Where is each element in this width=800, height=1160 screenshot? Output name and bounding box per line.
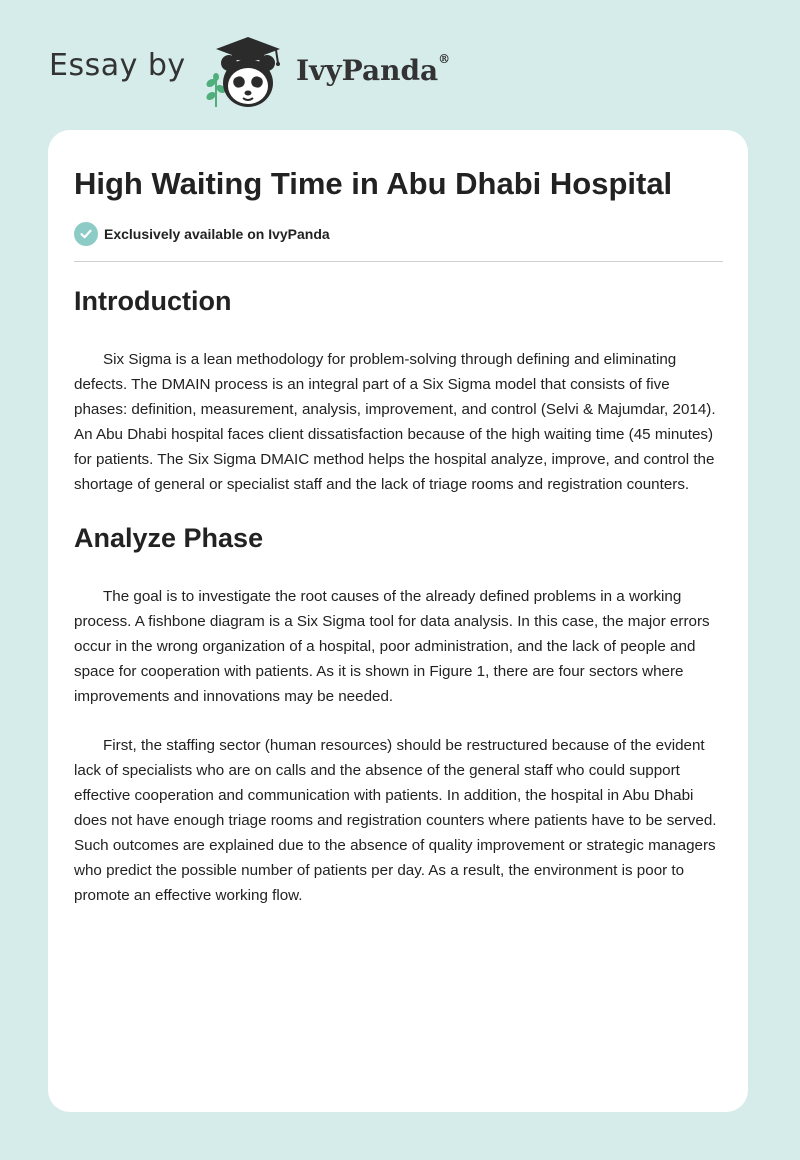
- site-header: [0, 0, 800, 120]
- paragraph-analyze-1: The goal is to investigate the root causes of the already defined problems in a working process. A fishbone diagram is a Six Sigma tool for data analysis. In this case, the major errors occur in the wrong organization of a hospital, poor administration, and the lack of people and space for cooperation with patients. As it is shown in Figure 1, there are four sectors where improvements and innovations may be needed.: [74, 588, 710, 705]
- essay-body: [74, 284, 723, 932]
- registered-mark: ®: [438, 52, 451, 66]
- essay-card: [48, 130, 748, 1112]
- exclusive-badge: [74, 222, 330, 246]
- section-heading-introduction: Introduction: [74, 286, 232, 316]
- page-title: High Waiting Time in Abu Dhabi Hospital: [74, 166, 673, 201]
- paragraph-introduction-1: Six Sigma is a lean methodology for problem-solving through defining and eliminating defects. The DMAIN process is an integral part of a Six Sigma model that consists of five phases: definition, measurement, analysis, improvement, and control (Selvi & Majumdar, 2014). An Abu Dhabi hospital faces client dissatisfaction because of the high waiting time (45 minutes) for patients. The Six Sigma DMAIC method helps the hospital analyze, improve, and control the shortage of general or specialist staff and the lack of triage rooms and registration counters.: [74, 351, 716, 493]
- section-heading-analyze-phase: Analyze Phase: [74, 523, 264, 553]
- title-divider: [74, 261, 723, 262]
- brand-text: IvyPanda: [296, 54, 439, 87]
- paragraph-analyze-2: First, the staffing sector (human resources) should be restructured because of the evident lack of specialists who are on calls and the absence of the general staff who could support effective cooperation and communication with patients. In addition, the hospital in Abu Dhabi does not have enough triage rooms and registration counters where patients have to be served. Such outcomes are explained due to the absence of quality improvement or strategic managers who predict the possible number of patients per day. As a result, the environment is poor to promote an effective working flow.: [74, 737, 717, 904]
- brand-name[interactable]: [296, 54, 450, 87]
- panda-logo-icon[interactable]: [198, 33, 294, 113]
- check-circle-icon: [74, 222, 98, 246]
- exclusive-label: Exclusively available on IvyPanda: [104, 226, 330, 242]
- essay-by-label: Essay by: [49, 48, 186, 83]
